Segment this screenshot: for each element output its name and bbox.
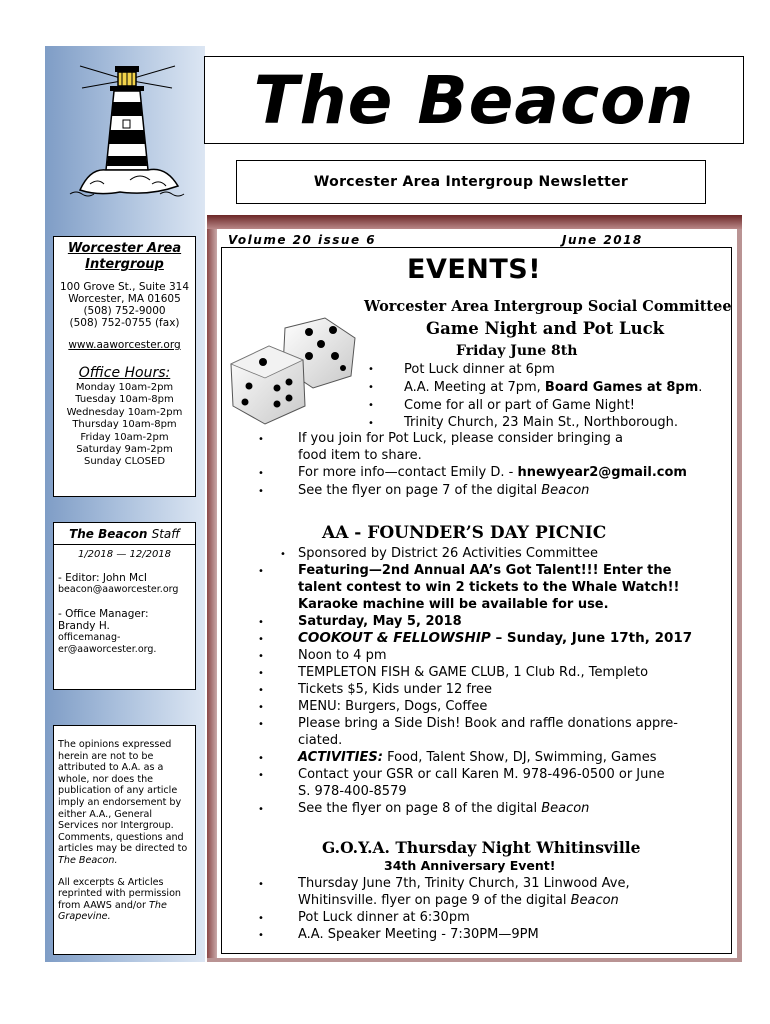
list-item: Trinity Church, 23 Main St., Northborough. [404, 415, 679, 430]
manager-label: - Office Manager: [58, 608, 149, 620]
manager-email[interactable]: officemanag- er@aaworcester.org. [58, 632, 157, 655]
list-item: TEMPLETON FISH & GAME CLUB, 1 Club Rd., Templeto [298, 665, 649, 680]
list-item: Pot Luck dinner at 6:30pm [298, 910, 470, 925]
bullet: • [258, 468, 264, 479]
bullet: • [258, 753, 264, 764]
bullet: • [258, 651, 264, 662]
list-item: Contact your GSR or call Karen M. 978-496-0500 or June S. 978-400-8579 [298, 767, 665, 799]
frame-bottom-border [207, 958, 742, 962]
intergroup-info-box [53, 236, 196, 497]
game-night-heading: Game Night and Pot Luck [426, 319, 665, 338]
org-title: Worcester Area Intergroup [67, 241, 182, 272]
list-item: Saturday, May 5, 2018 [298, 614, 462, 629]
goya-subheading: 34th Anniversary Event! [384, 858, 556, 873]
bullet: • [258, 719, 264, 730]
office-hours-list: Monday 10am-2pm Tuesday 10am-8pm Wednesday 10am-2pm Thursday 10am-8pm Friday 10am-2pm Saturday 9am-2pm Sunday CLOSED [66, 382, 183, 468]
dice-icon [225, 316, 365, 426]
manager-name: Brandy H. [58, 620, 110, 632]
list-item: Thursday June 7th, Trinity Church, 31 Linwood Ave, Whitinsville. flyer on page 9 of the digital Beacon [298, 876, 630, 908]
bullet: • [258, 770, 264, 781]
list-item: For more info—contact Emily D. - hnewyear2@gmail.com [298, 465, 687, 480]
bullet: • [258, 566, 264, 577]
list-item: See the flyer on page 8 of the digital Beacon [298, 801, 590, 816]
newsletter-title: The Beacon [204, 56, 744, 144]
events-heading: EVENTS! [407, 254, 542, 285]
editor-name: - Editor: John McI [58, 572, 147, 584]
editor-email[interactable]: beacon@aaworcester.org [58, 584, 179, 595]
list-item: MENU: Burgers, Dogs, Coffee [298, 699, 488, 714]
list-item: Featuring—2nd Annual AA’s Got Talent!!! Enter the talent contest to win 2 tickets to the Whale Watch!! Karaoke machine will be available for use. [298, 563, 680, 612]
list-item: If you join for Pot Luck, please consider bringing a food item to share. [298, 431, 623, 463]
committee-heading: Worcester Area Intergroup Social Committee [364, 298, 732, 315]
bullet: • [258, 804, 264, 815]
bullet: • [368, 382, 374, 393]
goya-heading: G.O.Y.A. Thursday Night Whitinsville [322, 838, 641, 857]
picnic-heading: AA - FOUNDER’S DAY PICNIC [322, 523, 607, 543]
list-item: Tickets $5, Kids under 12 free [298, 682, 492, 697]
reprint-text: All excerpts & Articles reprinted with permission from AAWS and/or The Grapevine. [58, 876, 182, 923]
bullet: • [258, 879, 264, 890]
lighthouse-logo-icon [60, 58, 194, 198]
website-link[interactable]: www.aaworcester.org [68, 339, 181, 351]
bullet: • [258, 486, 264, 497]
bullet: • [368, 418, 374, 429]
list-item: ACTIVITIES: Food, Talent Show, DJ, Swimming, Games [298, 750, 657, 765]
bullet: • [368, 400, 374, 411]
staff-divider [54, 544, 195, 545]
list-item: Noon to 4 pm [298, 648, 387, 663]
newsletter-subtitle: Worcester Area Intergroup Newsletter [236, 160, 706, 204]
list-item: See the flyer on page 7 of the digital Beacon [298, 483, 590, 498]
staff-box [53, 522, 196, 690]
staff-title: The Beacon Staff [69, 527, 180, 541]
list-item: A.A. Speaker Meeting - 7:30PM—9PM [298, 927, 539, 942]
frame-top-border [207, 215, 742, 229]
frame-right-border [737, 229, 742, 962]
disclaimer-text: The opinions expressed herein are not to be attributed to A.A. as a whole, nor does the publication of any article imply an endorsement by either A.A., General Services nor Intergroup. Comments, questions and articles may be directed to The Beacon. [58, 739, 188, 866]
office-hours-title: Office Hours: [78, 365, 171, 381]
bullet: • [258, 434, 264, 445]
bullet: • [368, 364, 374, 375]
bullet: • [258, 668, 264, 679]
bullet: • [280, 549, 286, 560]
issue-date: June 2018 [562, 233, 643, 247]
frame-left-border [207, 229, 217, 962]
bullet: • [258, 913, 264, 924]
game-night-date: Friday June 8th [456, 343, 578, 359]
address: 100 Grove St., Suite 314 Worcester, MA 01605 (508) 752-9000 (508) 752-0755 (fax) [59, 281, 190, 329]
bullet: • [258, 685, 264, 696]
bullet: • [258, 634, 264, 645]
bullet: • [258, 930, 264, 941]
bullet: • [258, 617, 264, 628]
staff-date-range: 1/2018 — 12/2018 [77, 549, 172, 560]
list-item: Come for all or part of Game Night! [404, 398, 636, 413]
list-item: Sponsored by District 26 Activities Committee [298, 546, 599, 561]
volume-issue: Volume 20 issue 6 [228, 233, 377, 247]
bullet: • [258, 702, 264, 713]
list-item: COOKOUT & FELLOWSHIP – Sunday, June 17th, 2017 [298, 630, 693, 646]
list-item: Pot Luck dinner at 6pm [404, 362, 555, 377]
list-item: Please bring a Side Dish! Book and raffle donations appre- ciated. [298, 716, 678, 748]
list-item: A.A. Meeting at 7pm, Board Games at 8pm. [404, 380, 703, 395]
disclaimer-box [53, 725, 196, 955]
